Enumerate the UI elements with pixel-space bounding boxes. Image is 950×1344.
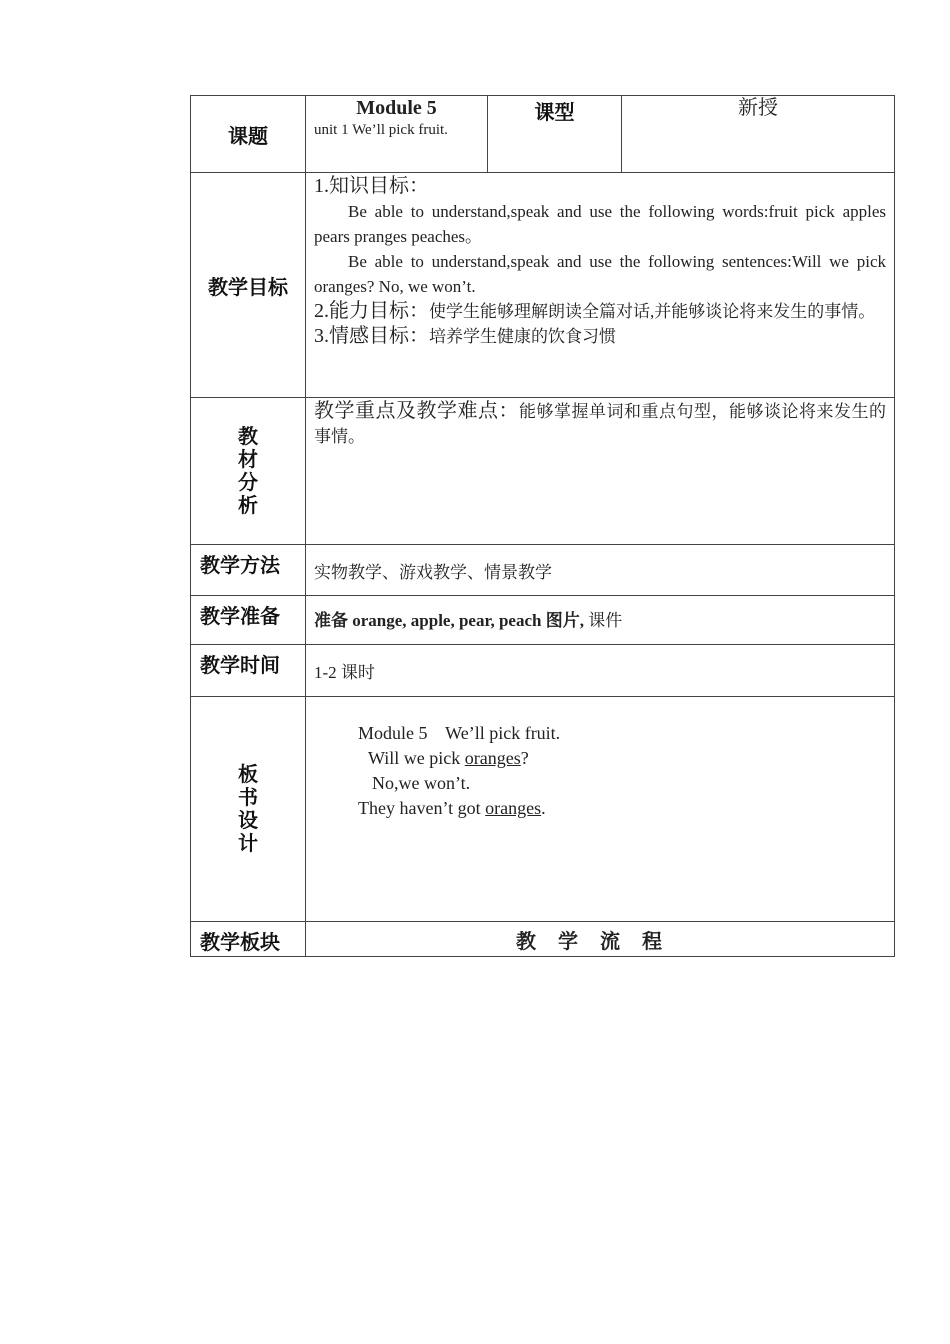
board-content — [306, 697, 895, 922]
module-title: Module 5 — [356, 97, 437, 119]
row-board — [191, 697, 895, 922]
row-objectives — [191, 173, 895, 398]
cell-module — [306, 96, 488, 173]
lesson-plan-table — [190, 95, 895, 957]
board-char-1: 板 — [238, 762, 258, 786]
ability-heading: 2.能力目标： — [314, 300, 429, 322]
prep-content — [306, 596, 895, 645]
label-time: 教学时间 — [191, 645, 306, 697]
analysis-content — [306, 398, 895, 545]
board-line-2-pre: Will we pick — [368, 748, 465, 768]
board-char-3: 设 — [238, 808, 258, 832]
board-char-4: 计 — [238, 831, 258, 855]
analysis-heading: 教学重点及教学难点： — [314, 400, 519, 422]
board-line-2 — [358, 746, 894, 771]
lesson-type-value: 新授 — [622, 96, 895, 173]
analysis-label-stack — [191, 425, 305, 517]
board-line-3: No,we won’t. — [372, 773, 471, 793]
objectives-content — [306, 173, 895, 398]
knowledge-sentences: Be able to understand,speak and use the following sentences:Will we pick oranges? No, we won’t. — [314, 252, 886, 296]
row-prep — [191, 596, 895, 645]
label-topic: 课题 — [191, 96, 306, 173]
board-char-2: 书 — [238, 785, 258, 809]
board-line-2-post: ? — [520, 748, 529, 768]
board-line-4-underlined: oranges — [485, 798, 542, 818]
emotion-text: 培养学生健康的饮食习惯 — [429, 327, 616, 346]
board-line-2-underlined: oranges — [464, 748, 521, 768]
board-line-4-post: . — [541, 798, 546, 818]
analysis-char-3: 分 — [238, 470, 258, 494]
label-board — [191, 697, 306, 922]
knowledge-heading: 1.知识目标： — [314, 175, 429, 197]
label-method: 教学方法 — [191, 545, 306, 596]
analysis-char-1: 教 — [238, 424, 258, 448]
board-line-4-pre: They haven’t got — [358, 798, 486, 818]
label-objectives: 教学目标 — [191, 173, 306, 398]
prep-text: 课件 — [583, 610, 623, 630]
knowledge-words: Be able to understand,speak and use the following words:fruit pick apples pears pranges peaches。 — [314, 202, 886, 246]
row-flow — [191, 922, 895, 957]
emotion-heading: 3.情感目标： — [314, 325, 429, 347]
analysis-char-4: 析 — [238, 493, 258, 517]
emotion-objective — [314, 324, 886, 349]
time-text: 1-2 课时 — [306, 645, 895, 697]
flow-title: 教学流程 — [306, 922, 895, 957]
label-prep: 教学准备 — [191, 596, 306, 645]
row-analysis — [191, 398, 895, 545]
analysis-text: 能够掌握单词和重点句型，能够谈论将来发生的事情。 — [314, 402, 886, 446]
row-method — [191, 545, 895, 596]
ability-objective — [314, 299, 886, 324]
row-time — [191, 645, 895, 697]
analysis-char-2: 材 — [238, 447, 258, 471]
ability-text: 使学生能够理解朗读全篇对话,并能够谈论将来发生的事情。 — [429, 302, 876, 321]
board-lines — [306, 697, 894, 821]
row-title — [191, 96, 895, 173]
method-text: 实物教学、游戏教学、情景教学 — [306, 545, 895, 596]
label-flow: 教学板块 — [191, 922, 306, 957]
board-line-1: Module 5 We’ll pick fruit. — [358, 723, 561, 743]
board-line-4 — [358, 796, 894, 821]
prep-bold-text: 准备 orange, apple, pear, peach 图片, — [314, 610, 584, 630]
label-analysis — [191, 398, 306, 545]
label-lesson-type: 课型 — [488, 96, 622, 173]
board-label-stack — [191, 763, 305, 855]
unit-title: unit 1 We’ll pick fruit. — [314, 122, 448, 138]
